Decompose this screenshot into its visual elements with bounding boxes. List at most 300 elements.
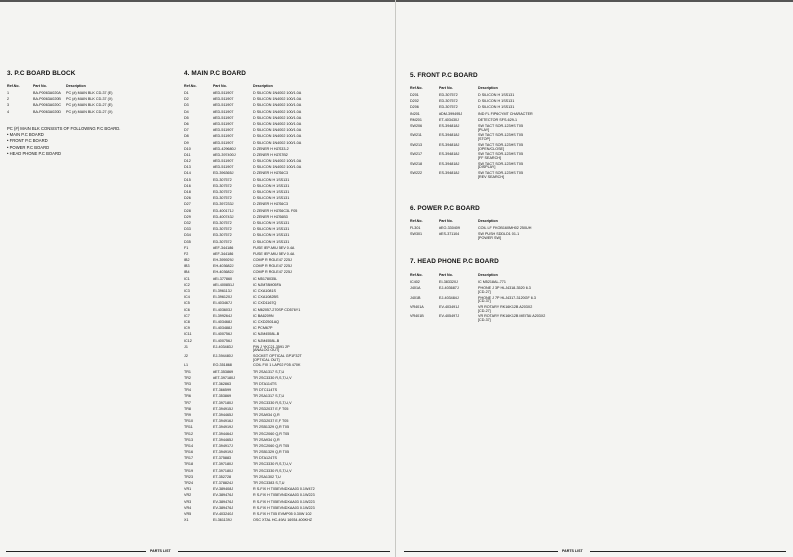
cell-description: D SILICON 1N4002 100/1.0A: [253, 134, 302, 139]
cell-description: TR DTA114TS: [253, 382, 277, 387]
cell-ref-no: IC402: [410, 280, 420, 284]
cell-ref-no: TR6: [184, 394, 191, 399]
description-line: VR ROTARY RK16K12B A203X2: [478, 304, 533, 309]
table-row: [184, 344, 390, 353]
consists-note: PC (#) MAIN BLK CONSISTS OF FOLLOWING P.C BOARD.: [7, 126, 121, 131]
cell-description: IC M62057-270SP CD576Y1: [253, 307, 301, 312]
cell-ref-no: D201: [410, 93, 419, 97]
table-row: [410, 142, 610, 151]
cell-description: [253, 344, 290, 353]
cell-ref-no: FL301: [410, 226, 421, 230]
cell-description: PC (#) MAIN BLK CD-27 (E): [66, 103, 113, 108]
cell-description: D SILICON H 1SS131: [253, 196, 290, 201]
cell-description: R S-FIX H T05EVNDXAA03 0.1W223: [253, 493, 315, 498]
cell-ref-no: IC6: [184, 307, 190, 312]
cell-part-no: ED-307572: [213, 239, 232, 244]
cell-description: PC (#) MAIN BLK CD-37 (X): [66, 97, 113, 102]
description-line: SW PUSH SDDLD1 01-1: [478, 232, 520, 237]
top-edge: [396, 0, 793, 2]
cell-part-no: #EF-344186: [213, 251, 234, 256]
cell-part-no: ED-307572: [213, 177, 232, 182]
cell-description: [478, 151, 524, 160]
header-part-no: Part No.: [33, 84, 47, 88]
cell-description: IC M5178035L: [253, 276, 278, 281]
cell-part-no: #ET-353869: [213, 369, 234, 374]
cell-ref-no: D10: [184, 146, 191, 151]
cell-part-no: ET-362863: [213, 382, 232, 387]
cell-description: D SILICON H 1SS131: [253, 220, 290, 225]
cell-description: [478, 142, 524, 151]
header-description: Description: [478, 273, 498, 277]
description-line: SW TACT SOR-123HS T05: [478, 152, 524, 157]
cell-part-no: EI-396120J: [213, 295, 232, 300]
power-pc-board-rows: [410, 225, 610, 241]
cell-description: R S-FIX H T05EVNDXAA03 0.1W223: [253, 499, 315, 504]
footer-parts-list: PARTS LIST: [150, 549, 171, 553]
cell-ref-no: TR14: [184, 443, 194, 448]
cell-description: TR 2SD2037 E,F T05: [253, 406, 289, 411]
head-phone-pc-board-title: 7. HEAD PHONE P.C BOARD: [410, 258, 499, 265]
cell-description: D SILICON 1N4002 100/1.0A: [253, 128, 302, 133]
cell-part-no: #ED-511907: [213, 115, 234, 120]
cell-part-no: EV-389408J: [213, 487, 234, 492]
cell-part-no: ED-397233J: [213, 202, 234, 207]
cell-description: D SILICON 1N4002 100/1.0A: [253, 159, 302, 164]
cell-ref-no: IB3: [184, 264, 190, 269]
cell-ref-no: TR9: [184, 412, 191, 417]
cell-part-no: #EO-330409: [439, 226, 460, 230]
cell-ref-no: SW217: [410, 152, 423, 157]
cell-description: IC M5218AL-771: [478, 280, 506, 284]
cell-description: TR 2SA934 Q,R: [253, 437, 280, 442]
cell-ref-no: IC1: [184, 276, 190, 281]
cell-ref-no: D3: [184, 103, 189, 108]
cell-part-no: EH-403682J: [213, 264, 234, 269]
cell-part-no: EI-396113J: [213, 289, 232, 293]
description-subline: [PLAY]: [478, 127, 490, 132]
cell-part-no: ET-394465J: [213, 412, 233, 417]
cell-ref-no: TR13: [184, 437, 194, 442]
pc-board-block-rows: [7, 90, 187, 115]
cell-part-no: EJ-403484J: [439, 295, 459, 300]
cell-part-no: ES-394818J: [439, 170, 460, 175]
cell-ref-no: TR11: [184, 425, 193, 430]
cell-description: D SILICON H 1SS131: [478, 93, 515, 97]
cell-description: D SILICON 1N4002 100/1.0A: [253, 97, 302, 102]
cell-ref-no: TR8: [184, 406, 191, 411]
cell-part-no: #ED-511907: [213, 140, 234, 145]
description-subline: [CD-27]: [478, 289, 491, 294]
cell-ref-no: J2: [184, 354, 188, 359]
table-row: [410, 313, 610, 322]
table-row: [410, 170, 610, 179]
pc-board-block-title: 3. P.C BOARD BLOCK: [7, 70, 76, 77]
description-subline: [REV SEARCH]: [478, 174, 505, 179]
cell-description: R S-FIX H T05EVNDXAA03 0.1W472: [253, 487, 315, 492]
cell-part-no: ET-397180J: [213, 400, 233, 405]
cell-part-no: BA-P0063A020B: [33, 97, 61, 102]
bullet-icon: •: [7, 150, 10, 156]
cell-ref-no: IC7: [184, 313, 190, 318]
header-ref-no: Ref.No.: [410, 219, 423, 223]
cell-ref-no: IC3: [184, 289, 190, 293]
cell-ref-no: D202: [410, 99, 419, 104]
cell-description: TR 2SD2037 E,F T05: [253, 419, 289, 424]
cell-description: IC PCM67P: [253, 326, 273, 331]
right-footer: [396, 548, 793, 554]
description-line: VR ROTARY RK16K12B MEITAI A203X2: [478, 314, 546, 319]
header-ref-no: Ref.No.: [7, 84, 20, 88]
cell-part-no: EI-403468J: [213, 319, 232, 324]
cell-part-no: ES-394818J: [439, 152, 460, 157]
description-subline: [POWER SW]: [478, 235, 501, 240]
cell-ref-no: D32: [184, 220, 191, 225]
cell-part-no: ED-307572: [213, 220, 232, 225]
cell-part-no: ET-403430J: [439, 117, 459, 122]
header-ref-no: Ref.No.: [410, 273, 423, 277]
cell-part-no: EV-389476J: [213, 499, 234, 504]
cell-description: TR 2SA1317 S,T,U: [253, 394, 285, 399]
board-list: [7, 132, 61, 157]
cell-description: TR 2SA1317 S,T,U: [253, 369, 285, 374]
power-pc-board-title: 6. POWER P.C BOARD: [410, 205, 480, 212]
cell-part-no: EH-395929J: [213, 258, 234, 263]
cell-part-no: EH-403682J: [213, 270, 234, 275]
cell-description: COMP R RGLE47 225J: [253, 270, 292, 275]
cell-part-no: #ET-397180J: [213, 375, 235, 380]
cell-part-no: ET-378824J: [213, 481, 233, 486]
cell-part-no: ED-307572: [213, 196, 232, 201]
cell-ref-no: D12: [184, 159, 191, 164]
cell-ref-no: VR1: [184, 487, 192, 492]
description-subline: [STOP]: [478, 137, 491, 142]
cell-description: [478, 295, 536, 304]
cell-part-no: #ED-511907: [213, 159, 234, 164]
cell-description: TR 2SC2060 Q,R T05: [253, 431, 290, 436]
cell-description: TR 2SA1302 T,U: [253, 474, 281, 479]
front-pc-board-rows: [410, 92, 610, 179]
cell-part-no: ET-394917J: [213, 443, 233, 448]
cell-part-no: #ED-511907: [213, 134, 234, 139]
cell-description: D SILICON 1N4002 100/1.0A: [253, 121, 302, 126]
cell-description: TR 2SB1329 Q,R T05: [253, 425, 290, 430]
description-subline: [FF SEARCH]: [478, 155, 501, 160]
cell-part-no: ET-394464J: [213, 431, 233, 436]
cell-ref-no: D33: [184, 227, 191, 232]
header-part-no: Part No.: [213, 84, 227, 88]
description-subline: [OPTICAL OUT]: [253, 357, 280, 362]
cell-ref-no: X1: [184, 518, 189, 523]
cell-description: [478, 123, 524, 132]
cell-ref-no: D11: [184, 152, 191, 157]
table-row: [410, 304, 610, 313]
cell-description: COIL LF FKOB160MH02 250UH: [478, 226, 532, 230]
cell-ref-no: D8: [184, 134, 189, 139]
cell-part-no: BA-P0063A020A: [33, 91, 61, 95]
cell-description: D SILICON H 1SS131: [253, 190, 290, 194]
cell-description: [478, 161, 524, 170]
cell-part-no: ED-307572: [213, 183, 232, 188]
cell-ref-no: SW301: [410, 232, 423, 237]
cell-ref-no: IC12: [184, 338, 192, 343]
cell-description: D SILICON 1N4002 100/1.0A: [253, 165, 302, 170]
cell-part-no: #ED-511907: [213, 128, 234, 133]
cell-description: IC NJM4558L-B: [253, 332, 280, 337]
cell-ref-no: D206: [410, 105, 419, 110]
cell-ref-no: D7: [184, 128, 189, 133]
board-list-item: [7, 151, 61, 157]
cell-ref-no: D18: [184, 190, 191, 194]
cell-part-no: ES-394818J: [439, 161, 460, 166]
cell-description: TR 2SA934 Q,R: [253, 412, 280, 417]
cell-ref-no: D27: [184, 202, 191, 207]
cell-description: [478, 285, 531, 294]
cell-description: D SILICON 1N4002 100/1.0A: [253, 91, 302, 95]
front-pc-board-title: 5. FRONT P.C BOARD: [410, 72, 478, 79]
cell-part-no: ES-394818J: [439, 142, 460, 147]
footer-rule-left: [6, 551, 146, 552]
cell-ref-no: F1: [184, 245, 189, 250]
cell-description: D ZENER H HZS33-2: [253, 146, 289, 151]
cell-part-no: ET-375883: [213, 456, 232, 461]
header-ref-no: Ref.No.: [410, 86, 423, 90]
cell-description: COMP R RGLE47 225J: [253, 264, 292, 269]
cell-part-no: EI-383320J: [439, 280, 458, 284]
table-row: [410, 231, 610, 240]
main-pc-board-rows: [184, 90, 390, 523]
description-subline: [CD-37]: [478, 299, 491, 304]
cell-ref-no: TR10: [184, 419, 194, 424]
cell-ref-no: SW211: [410, 133, 422, 138]
cell-part-no: EV-389476J: [213, 493, 234, 498]
cell-description: D SILICON H 1SS131: [253, 227, 290, 232]
cell-part-no: ED-307572: [213, 190, 232, 194]
cell-description: TR 2SB1329 Q,R T05: [253, 450, 290, 455]
cell-description: COMP R RGLE47 225J: [253, 258, 292, 263]
cell-ref-no: TR18: [184, 462, 194, 467]
footer-rule-left: [404, 551, 558, 552]
left-footer: [0, 548, 396, 554]
cell-ref-no: D34: [184, 233, 191, 238]
cell-part-no: ED-307572: [439, 93, 458, 97]
cell-description: [478, 313, 546, 323]
board-list-label: MAIN P.C BOARD: [9, 132, 44, 137]
cell-description: [478, 231, 520, 240]
cell-description: D SILICON H 1SS131: [253, 239, 290, 244]
cell-description: D ZENER H HZS7B2: [253, 152, 288, 157]
cell-part-no: #ED-429680J: [213, 146, 236, 151]
cell-ref-no: IC11: [184, 332, 192, 337]
description-subline: [ANALOG OUT]: [253, 348, 280, 353]
cell-part-no: ED-396365J: [213, 171, 234, 176]
cell-description: D ZENER H HZS6C3: [253, 202, 289, 207]
cell-description: D SILICON 1N4002 100/1.0A: [253, 103, 302, 108]
cell-ref-no: TR19: [184, 468, 194, 473]
cell-ref-no: IC8: [184, 319, 190, 324]
cell-ref-no: TR1: [184, 369, 191, 374]
board-list-label: HEAD PHONE P.C BOARD: [9, 150, 61, 156]
cell-part-no: EV-403240J: [213, 511, 234, 516]
cell-part-no: EI-403467J: [213, 301, 232, 306]
cell-description: R S-FIX H T05 EVMP05 0.30W 102: [253, 511, 312, 516]
table-row: [184, 517, 390, 523]
cell-ref-no: IB2: [184, 258, 190, 263]
table-row: [410, 123, 610, 132]
cell-description: IC CXA1082BS: [253, 295, 279, 300]
bullet-icon: •: [7, 144, 10, 150]
cell-part-no: ET-353869: [213, 394, 232, 399]
header-description: Description: [66, 84, 86, 88]
cell-part-no: ET-352728: [213, 474, 232, 479]
right-page: [396, 0, 793, 557]
cell-description: TR DTC114TS: [253, 388, 278, 393]
cell-part-no: EJ-403687J: [439, 286, 459, 291]
cell-part-no: ED-307572: [213, 227, 232, 232]
description-subline: [CD-37]: [478, 318, 491, 323]
description-line: PHONE J 7P HLJ4317-3120GF 6.3: [478, 295, 536, 300]
cell-ref-no: TR24: [184, 481, 194, 486]
cell-part-no: ES-394818J: [439, 133, 460, 138]
cell-part-no: EI-400756J: [213, 332, 232, 337]
cell-part-no: ET-394919J: [213, 450, 233, 455]
cell-description: D SILICON 1N4002 100/1.0A: [253, 109, 302, 114]
cell-part-no: #EI-400851J: [213, 282, 234, 287]
main-pc-board-title: 4. MAIN P.C BOARD: [184, 70, 246, 77]
cell-ref-no: IN201: [410, 111, 420, 116]
cell-ref-no: D15: [184, 177, 191, 182]
table-row: [410, 295, 610, 304]
cell-description: OSC XTAL HC-49/U 16934.400KHZ: [253, 518, 313, 523]
cell-part-no: EV-405497J: [439, 314, 460, 319]
cell-part-no: #EF-344186: [213, 245, 234, 250]
header-ref-no: Ref.No.: [184, 84, 197, 88]
cell-part-no: #ED-511907: [213, 121, 234, 126]
cell-ref-no: SW213: [410, 142, 423, 147]
description-line: SOCKET OPTICAL GP1F32T: [253, 354, 302, 359]
header-description: Description: [253, 84, 273, 88]
cell-ref-no: RM201: [410, 117, 422, 122]
cell-ref-no: D35: [184, 239, 191, 244]
cell-description: TR 2SC3330 R,S,T,U,V: [253, 375, 292, 380]
description-subline: [DISPLAY]: [478, 165, 496, 170]
cell-part-no: ET-397180J: [213, 468, 233, 473]
cell-part-no: ET-394915J: [213, 406, 233, 411]
cell-part-no: EJ-394480J: [213, 354, 233, 359]
cell-description: [478, 132, 524, 142]
cell-description: PC (#) MAIN BLK CD-37 (E): [66, 91, 113, 95]
cell-part-no: #ED-511907: [213, 109, 234, 114]
cell-part-no: #ED-511907: [213, 165, 234, 170]
description-line: SW TACT SOR-123HS T05: [478, 133, 524, 138]
cell-ref-no: SW206: [410, 123, 423, 128]
cell-description: D ZENER H HZS6C3L F05: [253, 208, 298, 213]
cell-ref-no: IC5: [184, 301, 190, 306]
cell-part-no: BA-P0063A020C: [33, 103, 62, 108]
cell-part-no: #ED-397400J: [213, 152, 236, 157]
cell-description: D SILICON H 1SS131: [478, 99, 515, 104]
cell-part-no: #DM-399495J: [439, 111, 463, 116]
header-description: Description: [478, 219, 498, 223]
cell-part-no: ES-394818J: [439, 123, 460, 128]
cell-description: [478, 304, 533, 313]
cell-ref-no: 2: [7, 97, 10, 102]
header-part-no: Part No.: [439, 273, 453, 277]
cell-description: D SILICON H 1SS131: [253, 177, 290, 182]
cell-part-no: EI-399264J: [213, 313, 232, 318]
cell-ref-no: D1: [184, 91, 189, 95]
footer-parts-list: PARTS LIST: [562, 549, 583, 553]
cell-ref-no: J401A: [410, 286, 421, 291]
description-line: PHONE J 3P HLJ4318-3520 6.3: [478, 286, 531, 291]
table-row: [410, 161, 610, 170]
cell-part-no: EI-403603J: [213, 307, 232, 312]
cell-description: D SILICON 1N4002 100/1.0A: [253, 140, 302, 145]
cell-description: IC NJM4558L-B: [253, 338, 280, 343]
cell-description: TR 2SC3330 R,S,T,U,V: [253, 400, 292, 405]
cell-description: R S-FIX H T05EVNDXAA03 0.1W223: [253, 505, 315, 510]
cell-ref-no: D26: [184, 196, 191, 201]
cell-part-no: EV-389476J: [213, 505, 234, 510]
cell-part-no: ED-400171J: [213, 208, 234, 213]
cell-description: DETECTOR SFS-629-1: [478, 117, 518, 122]
cell-ref-no: D28: [184, 208, 191, 213]
cell-ref-no: D2: [184, 97, 189, 102]
cell-description: TR 2SC2060 Q,R T05: [253, 443, 290, 448]
cell-ref-no: J1: [184, 344, 188, 349]
cell-part-no: ED-400743J: [213, 214, 234, 219]
cell-ref-no: TR3: [184, 382, 191, 387]
cell-description: IND FL FIP6CYMT CHARACTER: [478, 111, 533, 116]
cell-part-no: ET-366599: [213, 388, 232, 393]
cell-description: IC BA6209N: [253, 313, 274, 318]
cell-ref-no: 4: [7, 109, 10, 114]
description-line: PIN J YKC21-3591 2P: [253, 344, 290, 349]
cell-part-no: BA-P0063A020D: [33, 109, 62, 114]
cell-description: FUSE IEP-MIU 5EV 0.4A: [253, 251, 295, 256]
cell-description: TR 2SC3330 R,S,T,U,V: [253, 468, 292, 473]
cell-ref-no: IC2: [184, 282, 190, 287]
cell-description: D SILICON H 1SS131: [253, 233, 290, 238]
cell-description: D ZENER H HZS6B3: [253, 214, 288, 219]
cell-description: D ZENER H HZS6C3: [253, 171, 289, 176]
cell-part-no: ED-307572: [439, 105, 458, 110]
top-edge: [0, 0, 396, 2]
cell-description: D SILICON 1N4002 100/1.0A: [253, 115, 302, 120]
cell-description: IC NJM78M05FA: [253, 282, 282, 287]
left-page: [0, 0, 396, 557]
description-line: SW TACT SOR-123HS T05: [478, 170, 524, 175]
cell-part-no: ED-307572: [439, 99, 458, 104]
board-list-label: FRONT P.C BOARD: [9, 138, 48, 144]
cell-ref-no: F2: [184, 251, 189, 256]
cell-part-no: #ED-511907: [213, 91, 234, 95]
cell-description: D SILICON H 1SS131: [478, 105, 515, 110]
table-row: [410, 151, 610, 160]
cell-part-no: ET-394465J: [213, 437, 233, 442]
cell-description: IC CXD1167Q: [253, 301, 277, 306]
description-line: SW TACT SOR-123HS T05: [478, 161, 524, 166]
cell-part-no: EI-403488J: [213, 326, 232, 331]
board-list-label: POWER P.C BOARD: [9, 144, 50, 150]
cell-ref-no: D13: [184, 165, 191, 170]
cell-ref-no: SW218: [410, 161, 423, 166]
cell-ref-no: VR3: [184, 499, 192, 504]
table-row: [184, 353, 390, 362]
cell-part-no: #ED-511907: [213, 103, 234, 108]
cell-ref-no: TR17: [184, 456, 194, 461]
cell-ref-no: J401B: [410, 295, 421, 300]
header-part-no: Part No.: [439, 219, 453, 223]
